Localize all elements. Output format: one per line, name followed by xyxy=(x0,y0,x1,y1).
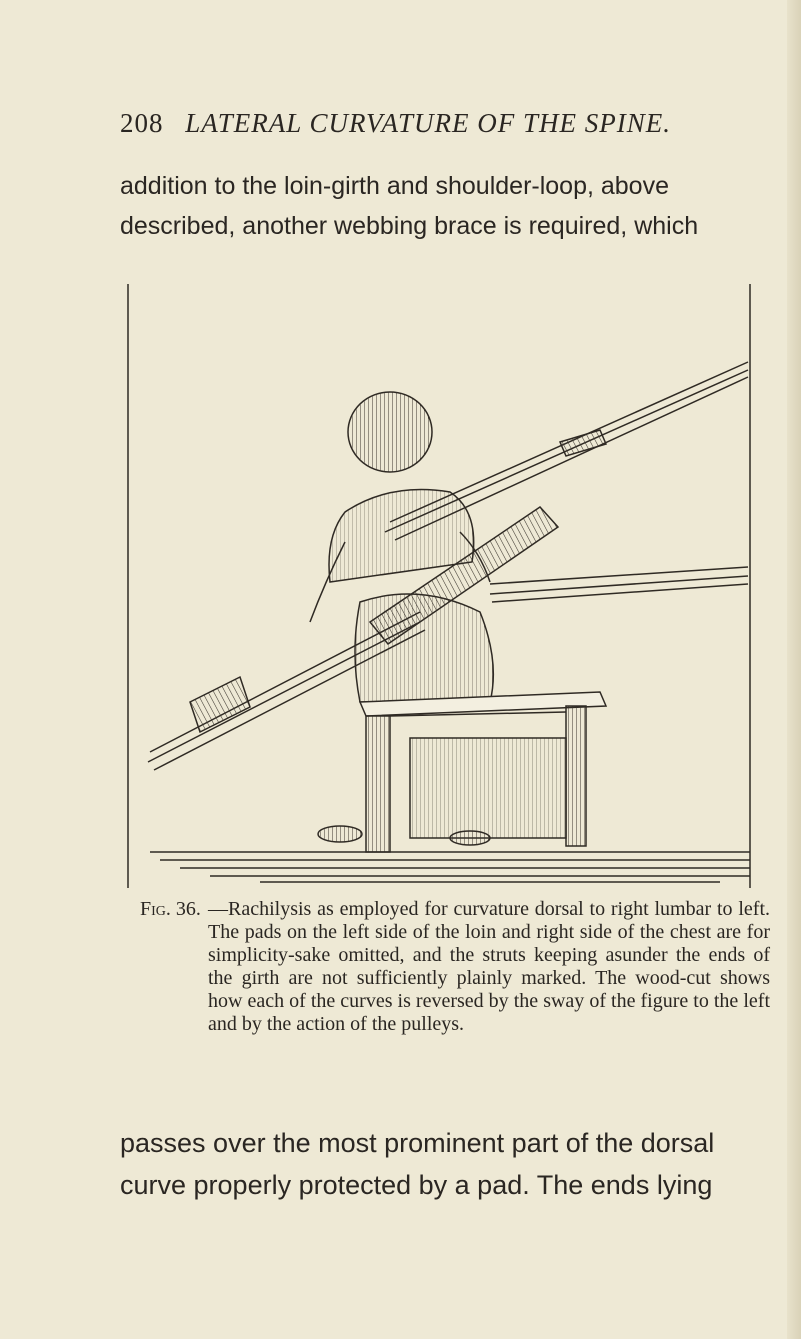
body-paragraph-top: addition to the loin-girth and shoulder-loop, above described, another webbing brace is required, which xyxy=(120,172,699,240)
running-title: LATERAL CURVATURE OF THE SPINE. xyxy=(185,108,672,138)
page-number: 208 xyxy=(120,108,164,138)
body-paragraph-bottom: passes over the most prominent part of the dorsal curve properly protected by a pad. The ends lying xyxy=(120,1128,715,1200)
woodcut-illustration xyxy=(120,282,752,894)
figure-caption xyxy=(140,898,770,1036)
page-edge xyxy=(787,0,801,1339)
running-header xyxy=(120,108,760,139)
caption-label: Fig. 36. xyxy=(140,898,201,920)
woodcut-drawing xyxy=(120,282,752,894)
caption-text: —Rachilysis as employed for curvature dorsal to right lumbar to left. The pads on the left side of the loin and right side of the chest are for simplicity-sake omitted, and the struts keeping asunder the ends of the girth are not sufficiently plainly marked. The wood-cut shows how each of the curves is reversed by the sway of the figure to the left and by the action of the pulleys. xyxy=(208,898,770,1035)
